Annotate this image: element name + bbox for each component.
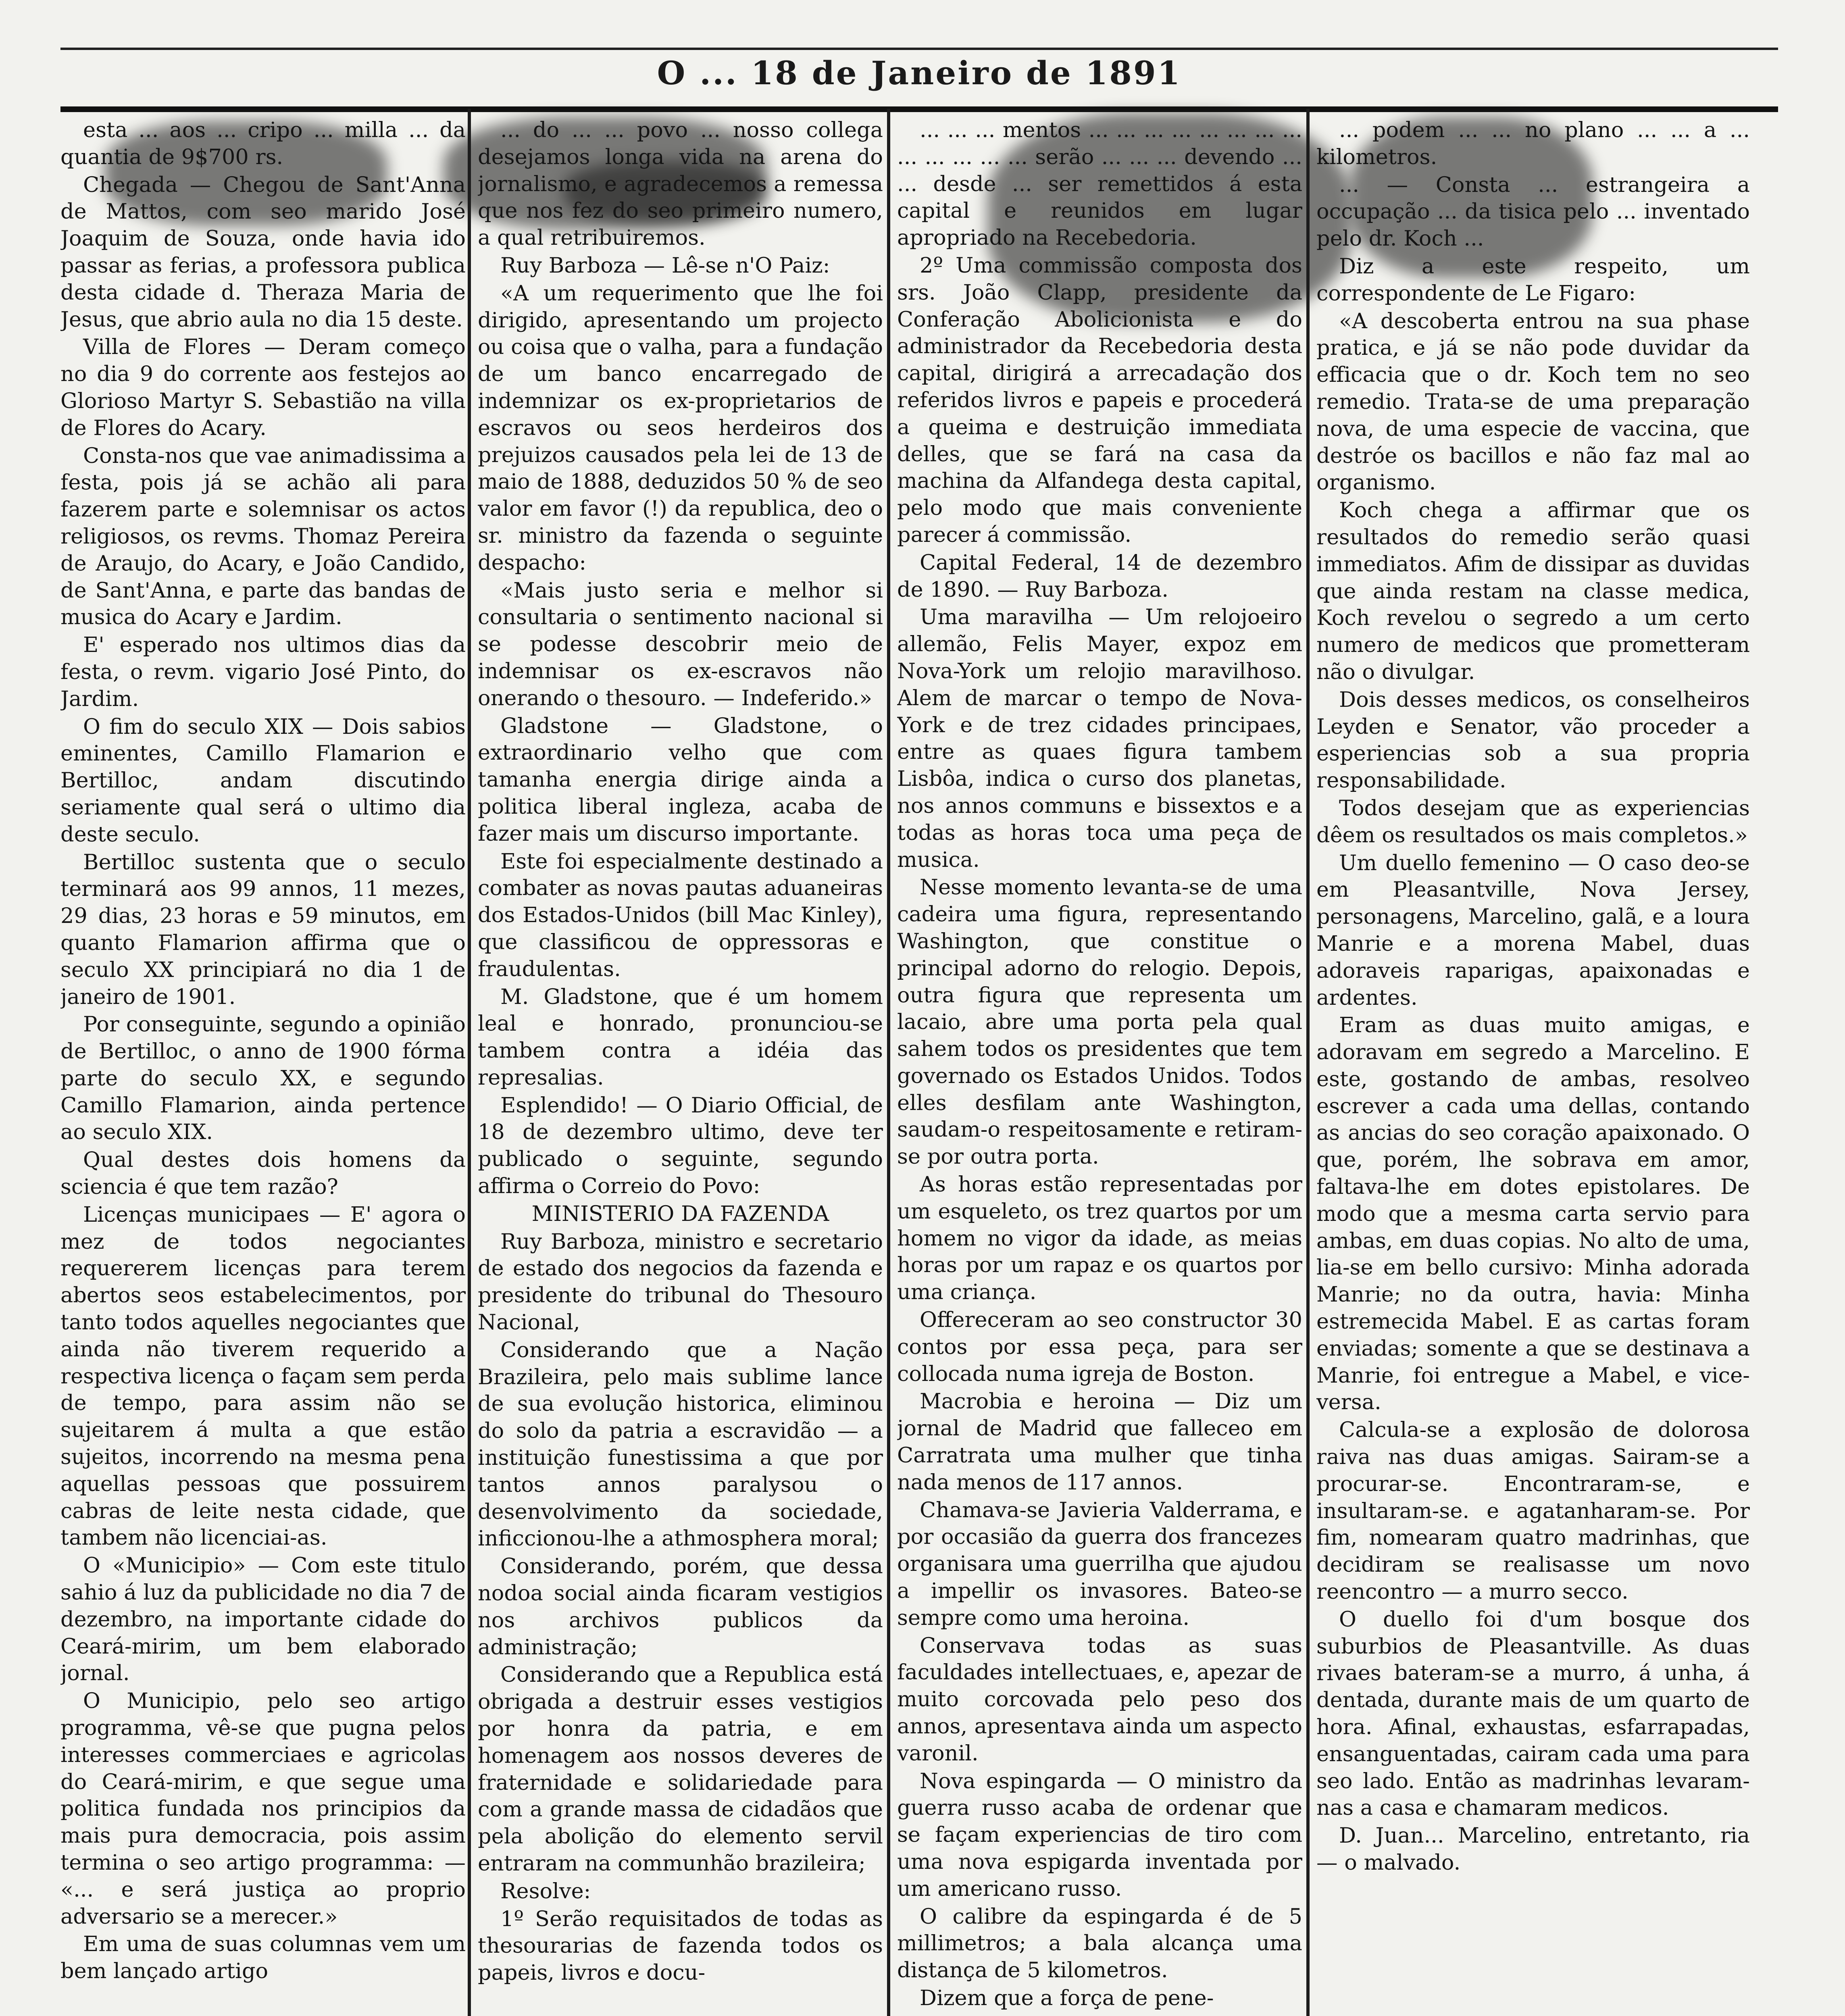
- column-4: [1316, 117, 1750, 2016]
- paragraph: Considerando que a Nação Brazileira, pelo mais sublime lance de sua evolução historica, eliminou do solo da patria a escravidão — a instituição funestissima a que por tantos annos paralysou o desenvolvimento da sociedade, inficcionou-lhe a athmosphera moral;: [478, 1337, 883, 1551]
- paragraph: O Municipio, pelo seo artigo programma, vê-se que pugna pelos interesses commerciaes e agricolas do Ceará-mirim, e que segue uma politica fundada nos principios da mais pura democracia, pois assim termina o seo artigo programma: — «... e será justiça ao proprio adversario se a merecer.»: [60, 1689, 466, 1929]
- paragraph: Calcula-se a explosão de dolorosa raiva nas duas amigas. Sairam-se a procurar-se. Encontraram-se, e insultaram-se. e agatanharam-se. Por fim, nomearam quatro madrinhas, que decidiram se realisasse um novo reencontro — a murro secco.: [1316, 1418, 1750, 1604]
- column-rule: [1306, 109, 1310, 2016]
- paragraph: Considerando que a Republica está obrigada a destruir esses vestigios por honra da patria, e em homenagem aos nossos deveres de fraternidade e solidariedade para com a grande massa de cidadãos que pela abolição do elemento servil entraram na communhão brazileira;: [478, 1662, 883, 1876]
- paragraph: ... ... ... mentos ... ... ... ... ... ... ... ... ... ... ... ... ... serão ... ... ... devendo ... ... desde ... ser remettidos á esta capital e reunidos em lugar apropriado na Recebedoria.: [897, 118, 1302, 250]
- paragraph: Ruy Barboza, ministro e secretario de estado dos negocios da fazenda e presidente do tribunal do Thesouro Nacional,: [478, 1229, 883, 1335]
- paragraph: Licenças municipaes — E' agora o mez de todos negociantes requererem licenças para terem abertos seos estabelecimentos, por tanto todos aquelles negociantes que ainda não tiverem requerido a respectiva licença o façam sem perda de tempo, para assim não se sujeitarem á multa a que estão sujeitos, incorrendo na mesma pena aquellas pessoas que possuirem cabras de leite nesta cidade, que tambem não licenciai-as.: [60, 1202, 466, 1550]
- paragraph: Consta-nos que vae animadissima a festa, pois já se achão ali para fazerem parte e solemnisar os actos religiosos, os revms. Thomaz Pereira de Araujo, do Acary, e João Candido, de Sant'Anna, e parte das bandas de musica do Acary e Jardim.: [60, 443, 466, 630]
- paragraph: Todos desejam que as experiencias dêem os resultados os mais completos.»: [1316, 796, 1750, 848]
- paragraph: ... do ... ... povo ... nosso collega desejamos longa vida na arena do jornalismo, e agradecemos a remessa que nos fez do seo primeiro numero, a qual retribuiremos.: [478, 118, 883, 250]
- paragraph: ... — Consta ... estrangeira a occupação ... da tisica pelo ... inventado pelo dr. Koch ...: [1316, 172, 1750, 251]
- paragraph: «A descoberta entrou na sua phase pratica, e já se não pode duvidar da efficacia que o dr. Koch tem no seo remedio. Trata-se de uma preparação nova, de uma especie de vaccina, que destróe os bacillos e não faz mal ao organismo.: [1316, 308, 1750, 495]
- paragraph: M. Gladstone, que é um homem leal e honrado, pronunciou-se tambem contra a idéia das represalias.: [478, 984, 883, 1090]
- paragraph: Nova espingarda — O ministro da guerra russo acaba de ordenar que se façam experiencias de tiro com uma nova espigarda inventada por um americano russo.: [897, 1768, 1302, 1901]
- column-1: [60, 117, 466, 2016]
- paragraph: O calibre da espingarda é de 5 millimetros; a bala alcança uma distança de 5 kilometros.: [897, 1904, 1302, 1983]
- paragraph: MINISTERIO DA FAZENDA: [531, 1201, 829, 1226]
- paragraph: «Mais justo seria e melhor si consultaria o sentimento nacional si se podesse descobrir meio de indemnisar os ex-escravos não onerando o thesouro. — Indeferido.»: [478, 578, 883, 710]
- paragraph: 2º Uma commissão composta dos srs. João Clapp, presidente da Conferação Abolicionista e do administrador da Recebedoria desta capital, dirigirá a arrecadação dos referidos livros e papeis e procederá a queima e destruição immediata delles, que se fará na casa da machina da Alfandega desta capital, pelo modo que mais conveniente parecer á commissão.: [897, 253, 1302, 547]
- paragraph: Macrobia e heroina — Diz um jornal de Madrid que falleceo em Carratrata uma mulher que tinha nada menos de 117 annos.: [897, 1389, 1302, 1495]
- column-3: [897, 117, 1302, 2016]
- paragraph: O fim do seculo XIX — Dois sabios eminentes, Camillo Flamarion e Bertilloc, andam discutindo seriamente qual será o ultimo dia deste seculo.: [60, 714, 466, 847]
- paragraph: Um duello femenino — O caso deo-se em Pleasantville, Nova Jersey, personagens, Marcelino, galã, e a loura Manrie e a morena Mabel, duas adoraveis raparigas, apaixonadas e ardentes.: [1316, 850, 1750, 1010]
- paragraph: Qual destes dois homens da sciencia é que tem razão?: [60, 1148, 466, 1200]
- paragraph: Dois desses medicos, os conselheiros Leyden e Senator, vão proceder a esperiencias sob a sua propria responsabilidade.: [1316, 687, 1750, 793]
- column-rule: [887, 109, 890, 2016]
- paragraph: E' esperado nos ultimos dias da festa, o revm. vigario José Pinto, do Jardim.: [60, 633, 466, 711]
- paragraph: Dizem que a força de pene-: [920, 1985, 1214, 2010]
- masthead: [60, 48, 1778, 112]
- paragraph: Este foi especialmente destinado a combater as novas pautas aduaneiras dos Estados-Unidos (bill Mac Kinley), que classificou de oppressoras e fraudulentas.: [478, 849, 883, 981]
- masthead-date: O ... 18 de Janeiro de 1891: [657, 54, 1182, 92]
- paragraph: O duello foi d'um bosque dos suburbios de Pleasantville. As duas rivaes bateram-se a murro, á unha, á dentada, durante mais de um quarto de hora. Afinal, exhaustas, esfarrapadas, ensanguentadas, cairam cada uma para seo lado. Então as madrinhas levaram-nas a casa e chamaram medicos.: [1316, 1607, 1750, 1820]
- paragraph: Villa de Flores — Deram começo no dia 9 do corrente aos festejos ao Glorioso Martyr S. Sebastião na villa de Flores do Acary.: [60, 335, 466, 440]
- paragraph: Offereceram ao seo constructor 30 contos por essa peça, para ser collocada numa igreja de Boston.: [897, 1308, 1302, 1386]
- paragraph: Chamava-se Javieria Valderrama, e por occasião da guerra dos francezes organisara uma guerrilha que ajudou a impellir os invasores. Bateo-se sempre como uma heroina.: [897, 1497, 1302, 1630]
- paragraph: Nesse momento levanta-se de uma cadeira uma figura, representando Washington, que constitue o principal adorno do relogio. Depois, outra figura que representa um lacaio, abre uma porta pela qual sahem todos os presidentes que tem governado os Estados Unidos. Todos elles desfilam ante Washington, saudam-o respeitosamente e retiram-se por outra porta.: [897, 875, 1302, 1169]
- paragraph: Uma maravilha — Um relojoeiro allemão, Felis Mayer, expoz em Nova-York um relojio maravilhoso. Alem de marcar o tempo de Nova-York e de trez cidades principaes, entre as quaes figura tambem Lisbôa, indica o curso dos planetas, nos annos communs e bissextos e a todas as horas toca uma peça de musica.: [897, 605, 1302, 872]
- paragraph: As horas estão representadas por um esqueleto, os trez quartos por um homem no vigor da idade, as meias horas por um rapaz e os quartos por uma criança.: [897, 1172, 1302, 1305]
- column-rule: [468, 109, 471, 2016]
- paragraph: Eram as duas muito amigas, e adoravam em segredo a Marcelino. E este, gostando de ambas, resolveo escrever a cada uma dellas, contando as ancias do seo coração apaixonado. O que, porém, lhe sobrava em amor, faltava-lhe em dotes epistolares. De modo que a mesma carta servio para ambas, em duas copias. No alto de uma, lia-se em bello cursivo: Minha adorada Manrie; no da outra, havia: Minha estremecida Mabel. E as cartas foram enviadas; somente a que se destinava a Manrie, foi entregue a Mabel, e vice-versa.: [1316, 1013, 1750, 1415]
- paragraph: Capital Federal, 14 de dezembro de 1890. — Ruy Barboza.: [897, 550, 1302, 602]
- paragraph: D. Juan... Marcelino, entretanto, ria — o malvado.: [1316, 1823, 1750, 1875]
- paragraph: esta ... aos ... cripo ... milla ... da quantia de 9$700 rs.: [60, 118, 466, 169]
- paragraph: Por conseguinte, segundo a opinião de Bertilloc, o anno de 1900 fórma parte do seculo XX, e segundo Camillo Flamarion, ainda pertence ao seculo XIX.: [60, 1012, 466, 1145]
- paragraph: Esplendido! — O Diario Official, de 18 de dezembro ultimo, deve ter publicado o seguinte, segundo affirma o Correio do Povo:: [478, 1093, 883, 1199]
- paragraph: Chegada — Chegou de Sant'Anna de Mattos, com seo marido José Joaquim de Souza, onde havia ido passar as ferias, a professora publica desta cidade d. Theraza Maria de Jesus, que abrio aula no dia 15 deste.: [60, 172, 466, 332]
- paragraph: Bertilloc sustenta que o seculo terminará aos 99 annos, 11 mezes, 29 dias, 23 horas e 59 minutos, em quanto Flamarion affirma que o seculo XX principiará no dia 1 de janeiro de 1901.: [60, 850, 466, 1009]
- paragraph: Resolve:: [500, 1879, 591, 1904]
- paragraph: ... podem ... ... no plano ... ... a ... kilometros.: [1316, 118, 1750, 169]
- paragraph: Diz a este respeito, um correspondente de Le Figaro:: [1316, 254, 1750, 306]
- paragraph: Em uma de suas columnas vem um bem lançado artigo: [60, 1932, 466, 1984]
- paragraph: «A um requerimento que lhe foi dirigido, apresentando um projecto ou coisa que o valha, para a fundação de um banco encarregado de indemnizar os ex-proprietarios de escravos ou seos herdeiros dos prejuizos causados pela lei de 13 de maio de 1888, deduzidos 50 % de seo valor em favor (!) da republica, deo o sr. ministro da fazenda o seguinte despacho:: [478, 281, 883, 575]
- paragraph: O «Municipio» — Com este titulo sahio á luz da publicidade no dia 7 de dezembro, na importante cidade do Ceará-mirim, um bem elaborado jornal.: [60, 1553, 466, 1686]
- paragraph: Considerando, porém, que dessa nodoa social ainda ficaram vestigios nos archivos publicos da administração;: [478, 1554, 883, 1660]
- paragraph: Ruy Barboza — Lê-se n'O Paiz:: [500, 253, 830, 278]
- column-2: [478, 117, 883, 2016]
- paragraph: Koch chega a affirmar que os resultados do remedio serão quasi immediatos. Afim de dissipar as duvidas que ainda restam na classe medica, Koch revelou o segredo a um certo numero de medicos que prometteram não o divulgar.: [1316, 498, 1750, 684]
- paragraph: Conservava todas as suas faculdades intellectuaes, e, apezar de muito corcovada pelo peso dos annos, apresentava ainda um aspecto varonil.: [897, 1633, 1302, 1766]
- paragraph: 1º Serão requisitados de todas as thesourarias de fazenda todos os papeis, livros e docu-: [478, 1906, 883, 1985]
- paragraph: Gladstone — Gladstone, o extraordinario velho que com tamanha energia dirige ainda a politica liberal ingleza, acaba de fazer mais um discurso importante.: [478, 713, 883, 846]
